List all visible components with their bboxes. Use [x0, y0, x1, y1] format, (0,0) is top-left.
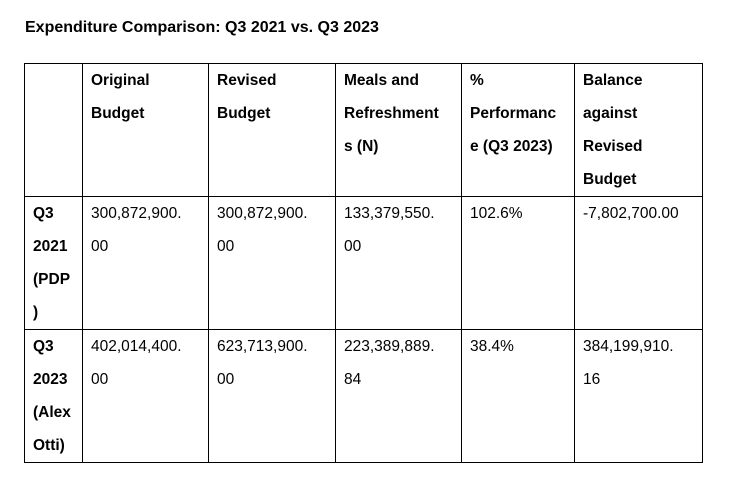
- document-title: Expenditure Comparison: Q3 2021 vs. Q3 2023: [25, 19, 379, 36]
- cell-text: 133,379,550.: [344, 205, 435, 222]
- cell-balance: [575, 197, 703, 330]
- header-text: Refreshment: [344, 105, 439, 122]
- row-label-q3-2021: [25, 197, 83, 330]
- header-text: Original: [91, 72, 150, 89]
- row-label-text: Q3: [33, 205, 54, 222]
- cell-revised-budget: [209, 197, 336, 330]
- cell-text: 00: [91, 371, 109, 388]
- cell-text: 300,872,900.: [91, 205, 182, 222]
- row-label-text: 2023: [33, 371, 68, 388]
- header-text: Performanc: [470, 105, 557, 122]
- cell-meals: [336, 197, 462, 330]
- row-label-text: (PDP: [33, 271, 71, 288]
- cell-text: 623,713,900.: [217, 338, 308, 355]
- table-header-row: [25, 64, 703, 197]
- header-word: Meals: [344, 72, 388, 89]
- header-balance: [575, 64, 703, 197]
- header-meals-refreshments: [336, 64, 462, 197]
- row-label-text: Q3: [33, 338, 54, 355]
- header-text: e (Q3 2023): [470, 138, 553, 155]
- header-text: Budget: [91, 105, 145, 122]
- expenditure-table: [24, 63, 703, 463]
- cell-text: -7,802,700.00: [583, 205, 679, 222]
- row-label-text: (Alex: [33, 404, 71, 421]
- cell-text: 384,199,910.: [583, 338, 674, 355]
- header-text: Balance: [583, 72, 643, 89]
- cell-meals: [336, 330, 462, 463]
- table-row: [25, 197, 703, 330]
- table-row: [25, 330, 703, 463]
- row-label-text: 2021: [33, 238, 68, 255]
- header-text: %: [470, 72, 484, 89]
- cell-text: 00: [91, 238, 109, 255]
- header-text: s (N): [344, 138, 379, 155]
- header-revised-budget: [209, 64, 336, 197]
- row-label-text: ): [33, 304, 39, 321]
- header-text: [344, 64, 453, 97]
- header-cell-empty: [25, 64, 83, 197]
- header-text: Revised: [217, 72, 277, 89]
- row-label-q3-2023: [25, 330, 83, 463]
- cell-text: 38.4%: [470, 338, 514, 355]
- header-word: and: [391, 72, 419, 89]
- header-original-budget: [83, 64, 209, 197]
- header-performance: [462, 64, 575, 197]
- header-text: against: [583, 105, 638, 122]
- cell-text: 402,014,400.: [91, 338, 182, 355]
- cell-text: 300,872,900.: [217, 205, 308, 222]
- row-label-text: Otti): [33, 437, 65, 454]
- cell-text: 00: [217, 371, 235, 388]
- header-text: Budget: [583, 171, 637, 188]
- header-text: Budget: [217, 105, 271, 122]
- cell-performance: [462, 330, 575, 463]
- cell-revised-budget: [209, 330, 336, 463]
- cell-text: 00: [344, 238, 362, 255]
- cell-text: 00: [217, 238, 235, 255]
- cell-text: 16: [583, 371, 601, 388]
- cell-original-budget: [83, 197, 209, 330]
- cell-original-budget: [83, 330, 209, 463]
- header-text: Revised: [583, 138, 643, 155]
- cell-text: 223,389,889.: [344, 338, 435, 355]
- cell-balance: [575, 330, 703, 463]
- cell-text: 84: [344, 371, 362, 388]
- cell-text: 102.6%: [470, 205, 523, 222]
- cell-performance: [462, 197, 575, 330]
